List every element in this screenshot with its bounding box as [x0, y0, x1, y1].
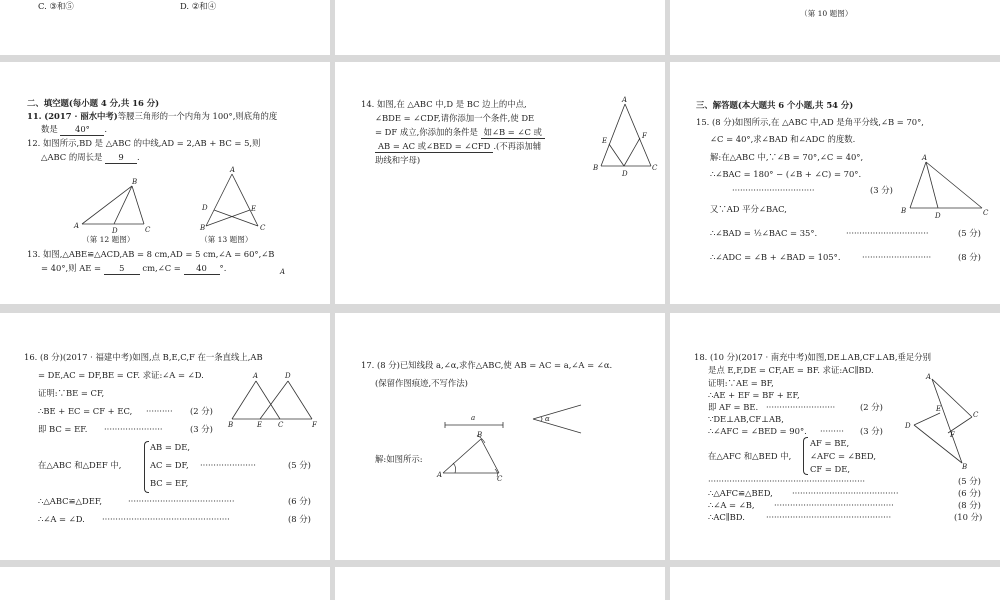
svg-text:A: A — [230, 166, 236, 174]
system-line-1: AB = DE, — [150, 442, 191, 452]
proof-18-step-2: ∴AE + EF = BF + EF, — [708, 390, 800, 400]
svg-text:C: C — [145, 226, 151, 234]
svg-text:A: A — [253, 372, 259, 380]
proof-16-step-3: 即 BC = EF. — [38, 424, 88, 434]
page-top-left — [0, 0, 330, 55]
svg-text:E: E — [257, 421, 263, 429]
section-heading: 二、填空题(每小题 4 分,共 16 分) — [27, 98, 160, 108]
solution-15-dots: ·························· — [862, 252, 932, 262]
system-line-2: ∠AFC = ∠BED, — [810, 451, 876, 461]
svg-text:C: C — [973, 411, 979, 419]
figure-12-caption: （第 12 题图） — [82, 235, 135, 244]
svg-text:D: D — [285, 372, 291, 380]
solution-15-score-1: (3 分) — [870, 185, 893, 195]
question-12: 12. 如图所示,BD 是 △ABC 的中线,AD = 2,AB + BC = 5,则 — [27, 138, 261, 148]
proof-16-step-4: 在△ABC 和△DEF 中, — [38, 460, 122, 470]
proof-16-step-1: 证明:∵BE = CF, — [38, 388, 105, 398]
svg-text:D: D — [622, 170, 628, 178]
figure-15 — [901, 154, 989, 220]
svg-text:F: F — [642, 132, 647, 140]
proof-16-dots: ········································ — [128, 496, 235, 506]
svg-text:B: B — [901, 207, 907, 215]
proof-18-step-8: ∴∠A = ∠B, — [708, 500, 755, 510]
page-question-14 — [335, 62, 665, 304]
equation-brace — [144, 441, 149, 493]
svg-text:F: F — [950, 431, 955, 439]
svg-text:A: A — [437, 471, 443, 479]
answer-14-part-2: AB = AC 或∠BED = ∠CFD — [375, 140, 493, 153]
svg-text:B: B — [593, 164, 599, 172]
answer-12: 9 — [105, 151, 137, 164]
given-segment-a — [443, 413, 505, 429]
system-line-1: AF = BE, — [810, 438, 850, 448]
section-heading: 三、解答题(本大题共 6 个小题,共 54 分) — [696, 100, 854, 110]
question-13: 13. 如图,△ABE≌△ACD,AB = 8 cm,AD = 5 cm,∠A = 60°,∠B — [27, 249, 275, 259]
proof-16-score-1: (2 分) — [190, 406, 213, 416]
proof-18-dots: ········· — [820, 426, 844, 436]
answer-13-c: 40 — [184, 262, 220, 275]
figure-13-label-a — [280, 266, 290, 276]
proof-16-step-6: ∴∠A = ∠D. — [38, 514, 85, 524]
svg-text:E: E — [602, 137, 608, 145]
proof-16-step-5: ∴△ABC≌△DEF, — [38, 496, 102, 506]
figure-14 — [593, 96, 658, 178]
proof-18-score-5: (8 分) — [958, 500, 981, 510]
option-c: C. ③和⑤ — [38, 1, 74, 11]
solution-15-score-2: (5 分) — [958, 228, 981, 238]
solution-15-step-1: 解:在△ABC 中,∵∠B = 70°,∠C = 40°, — [710, 152, 864, 162]
proof-16-dots: ·········· — [146, 406, 173, 416]
proof-18-score-1: (2 分) — [860, 402, 883, 412]
proof-18-step-3: 即 AF = BE. — [708, 402, 759, 412]
solution-17: 解:如图所示: — [375, 454, 423, 464]
svg-text:B: B — [132, 178, 138, 186]
svg-text:B: B — [477, 431, 483, 439]
system-line-3: CF = DE, — [810, 464, 851, 474]
question-16-line-1: 16. (8 分)(2017 · 福建中考)如图,点 B,E,C,F 在一条直线上,AB — [24, 352, 263, 362]
svg-text:F: F — [312, 421, 317, 429]
page-question-15 — [670, 62, 1000, 304]
figure-16 — [228, 372, 320, 429]
equation-brace — [803, 437, 808, 475]
question-14-line-3: = DF 成立,你添加的条件是 如∠B = ∠C 或 — [375, 126, 545, 139]
question-17-line-2: (保留作图痕迹,不写作法) — [375, 378, 468, 388]
svg-text:C: C — [652, 164, 658, 172]
page-question-16 — [0, 313, 330, 560]
proof-16-score-5: (8 分) — [288, 514, 311, 524]
page-bottom-right — [670, 567, 1000, 600]
solution-15-score-3: (8 分) — [958, 252, 981, 262]
figure-12 — [74, 178, 156, 235]
question-12-answer-line: △ABC 的周长是 9 . — [41, 151, 140, 164]
proof-18-step-6: 在△AFC 和△BED 中, — [708, 451, 792, 461]
svg-text:C: C — [497, 475, 503, 483]
svg-text:A: A — [922, 154, 928, 162]
solution-15-dots: ······························· — [846, 228, 929, 238]
solution-15-dots: ······························· — [732, 185, 815, 195]
proof-18-step-5: ∴∠AFC = ∠BED = 90°. — [708, 426, 807, 436]
figure-10-caption: （第 10 题图） — [800, 9, 853, 18]
question-13-answer-line: = 40°,则 AE = 5 cm,∠C = 40 °. — [41, 262, 226, 275]
svg-text:A: A — [926, 373, 932, 381]
solution-15-step-2: ∴∠BAC = 180° − (∠B + ∠C) = 70°. — [710, 169, 862, 179]
system-line-3: BC = EF, — [150, 478, 189, 488]
system-line-2: AC = DF, — [150, 460, 189, 470]
svg-text:D: D — [202, 204, 208, 212]
question-14-line-5: 助线和字母) — [375, 155, 421, 165]
svg-text:A: A — [622, 96, 628, 104]
svg-text:C: C — [278, 421, 284, 429]
question-11: 11. (2017 · 丽水中考)等腰三角形的一个内角为 100°,则底角的度 — [27, 111, 278, 121]
svg-text:D: D — [112, 227, 118, 235]
solution-15-step-5: ∴∠ADC = ∠B + ∠BAD = 105°. — [710, 252, 841, 262]
figure-13-caption: （第 13 题图） — [200, 235, 253, 244]
question-15-line-2: ∠C = 40°,求∠BAD 和∠ADC 的度数. — [710, 134, 856, 144]
proof-18-step-4: ∵DE⊥AB,CF⊥AB, — [708, 414, 784, 424]
answer-13-ae: 5 — [104, 262, 140, 275]
page-bottom-center — [335, 567, 665, 600]
proof-18-step-9: ∴AC∥BD. — [708, 512, 745, 522]
page-question-17 — [335, 313, 665, 560]
question-14-line-4: AB = AC 或∠BED = ∠CFD .(不再添加辅 — [375, 140, 541, 153]
page-top-right — [670, 0, 1000, 55]
svg-text:D: D — [905, 422, 911, 430]
svg-text:B: B — [200, 224, 206, 232]
question-18-line-2: 是点 E,F,DE = CF,AE = BF. 求证:AC∥BD. — [708, 365, 874, 375]
answer-11: 40° — [60, 123, 104, 136]
svg-text:B: B — [228, 421, 234, 429]
given-angle-alpha — [531, 401, 587, 437]
svg-text:A: A — [280, 268, 286, 276]
svg-text:C: C — [260, 224, 266, 232]
proof-18-dots: ··············································· — [766, 512, 892, 522]
page-question-18 — [670, 313, 1000, 560]
proof-18-step-1: 证明:∵AE = BF, — [708, 378, 774, 388]
solution-15-step-3: 又∵AD 平分∠BAC, — [710, 204, 787, 214]
proof-18-score-6: (10 分) — [954, 512, 983, 522]
question-18-line-1: 18. (10 分)(2017 · 南充中考)如图,DE⊥AB,CF⊥AB,垂足分别 — [694, 352, 931, 362]
solution-15-step-4: ∴∠BAD = ½∠BAC = 35°. — [710, 228, 818, 238]
proof-18-dots: ·························· — [766, 402, 836, 412]
svg-text:A: A — [74, 222, 80, 230]
svg-text:B: B — [962, 463, 968, 471]
proof-16-step-2: ∴BE + EC = CF + EC, — [38, 406, 133, 416]
question-17-line-1: 17. (8 分)已知线段 a,∠α,求作△ABC,使 AB = AC = a,∠A = ∠α. — [361, 360, 613, 370]
page-top-center — [335, 0, 665, 55]
proof-18-dots: ············································· — [774, 500, 894, 510]
proof-16-dots: ····················· — [200, 460, 256, 470]
proof-16-dots: ················································ — [102, 514, 230, 524]
proof-16-score-3: (5 分) — [288, 460, 311, 470]
question-14-line-2: ∠BDE = ∠CDF,请你添加一个条件,使 DE — [375, 113, 535, 123]
proof-16-score-4: (6 分) — [288, 496, 311, 506]
svg-text:E: E — [936, 405, 942, 413]
segment-label: a — [471, 414, 476, 422]
question-14-line-1: 14. 如图,在 △ABC 中,D 是 BC 边上的中点, — [361, 99, 527, 109]
proof-18-dots: ··························································· — [708, 476, 866, 486]
option-d: D. ②和④ — [180, 1, 216, 11]
proof-18-step-7: ∴△AFC≌△BED, — [708, 488, 773, 498]
question-11-answer-line: 数是 40° . — [41, 123, 107, 136]
svg-text:D: D — [935, 212, 941, 220]
figure-13 — [200, 166, 270, 232]
page-bottom-left — [0, 567, 330, 600]
proof-18-score-2: (3 分) — [860, 426, 883, 436]
angle-label: α — [545, 415, 550, 423]
question-15-line-1: 15. (8 分)如图所示,在 △ABC 中,AD 是角平分线,∠B = 70°, — [696, 117, 924, 127]
proof-16-score-2: (3 分) — [190, 424, 213, 434]
figure-18 — [902, 373, 984, 471]
proof-18-score-3: (5 分) — [958, 476, 981, 486]
proof-18-dots: ········································ — [792, 488, 899, 498]
svg-text:E: E — [251, 205, 257, 213]
page-fill-in-blank — [0, 62, 330, 304]
answer-14-part-1: 如∠B = ∠C 或 — [481, 126, 545, 139]
proof-16-dots: ······················ — [104, 424, 163, 434]
question-16-line-2: = DE,AC = DF,BE = CF. 求证:∠A = ∠D. — [38, 370, 204, 380]
proof-18-score-4: (6 分) — [958, 488, 981, 498]
svg-text:C: C — [983, 209, 989, 217]
construction-17 — [437, 433, 507, 481]
